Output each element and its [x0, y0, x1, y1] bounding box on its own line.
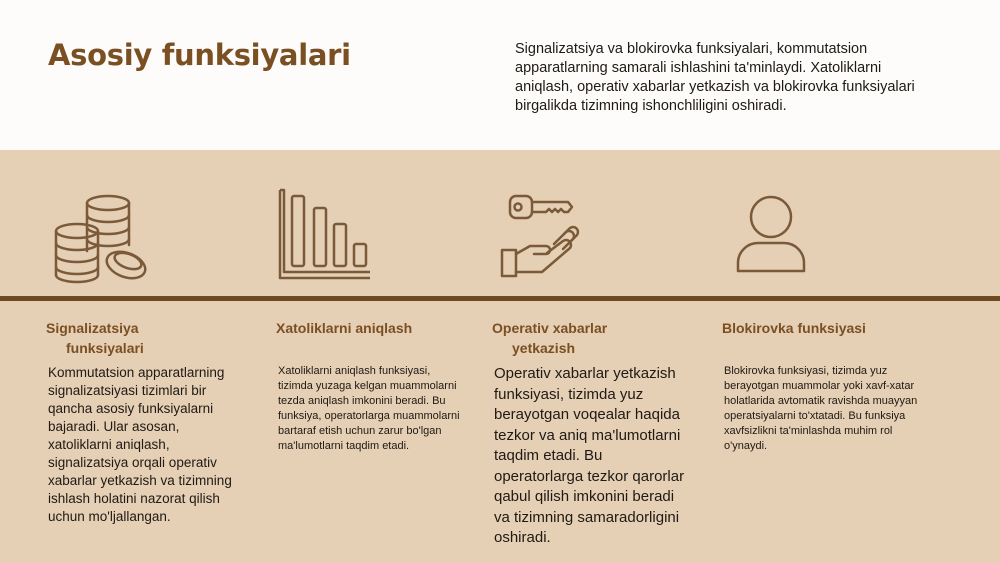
column-title-line: yetkazish	[512, 340, 576, 356]
column-title-blocking: Blokirovka funksiyasi	[722, 320, 866, 336]
bar-chart-icon	[276, 188, 374, 282]
coins-icon	[52, 193, 152, 285]
column-title-error-detection: Xatoliklarni aniqlash	[276, 320, 413, 336]
column-text-signalization: Kommutatsion apparatlarning signalizatsiyasi tizimlari bir qancha asosiy funksiyalarni bajaradi. Ular asosan, xatoliklarni aniqlash, signalizatsiya orqali operativ xabarlar yetkazish va tizimning ishlash holatini nazorat qilish uchun mo'ljallangan.	[48, 365, 232, 524]
column-text-error-detection: Xatoliklarni aniqlash funksiyasi, tizimda yuzaga kelgan muammolarni tezda aniqlash imkonini beradi. Bu funksiya, operatorlarga muammolarni bartaraf etish uchun zarur bo'lgan ma'lumotlarni taqdim etadi.	[278, 365, 460, 452]
column-title-operative-messages	[492, 318, 607, 358]
column-title-line: Signalizatsiya	[46, 320, 139, 336]
column-title-line: funksiyalari	[66, 340, 144, 356]
column-title-line: Operativ xabarlar	[492, 320, 608, 336]
divider-line	[0, 296, 1000, 301]
page-title: Asosiy funksiyalari	[48, 38, 351, 72]
column-text-operative-messages: Operativ xabarlar yetkazish funksiyasi, tizimda yuz berayotgan voqealar haqida tezkor va aniq ma'lumotlarni taqdim etadi. Bu operatorlarga tezkor qarorlar qabul qilish imkonini beradi va tizimning samaradorligini oshiradi.	[494, 365, 685, 546]
intro-paragraph: Signalizatsiya va blokirovka funksiyalari, kommutatsion apparatlarning samarali ishlashini ta'minlaydi. Xatoliklarni aniqlash, operativ xabarlar yetkazish va blokirovka funksiyalari birgalikda tizimning ishonchliligini oshiradi.	[515, 41, 915, 114]
column-text-blocking: Blokirovka funksiyasi, tizimda yuz berayotgan muammolar yoki xavf-xatar holatlarida avtomatik ravishda muayyan operatsiyalarni to'xtatadi. Bu funksiya xavfsizlikni ta'minlashda muhim rol o'ynaydi.	[724, 365, 918, 452]
column-title-signalization	[46, 318, 144, 358]
user-icon	[734, 193, 808, 275]
key-hand-icon	[498, 192, 586, 278]
header-area	[0, 0, 1000, 150]
